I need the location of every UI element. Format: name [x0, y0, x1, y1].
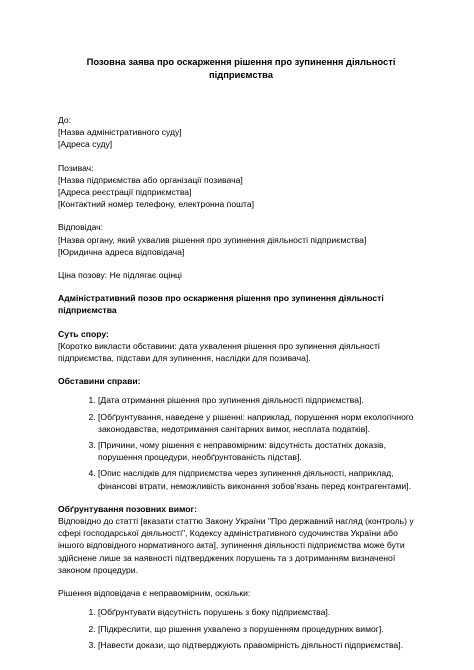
plaintiff-address: [Адреса реєстрації підприємства] — [58, 187, 192, 198]
plaintiff-block — [58, 162, 424, 211]
list-item: 1. [Дата отримання рішення про зупинення діяльності підприємства]. — [98, 394, 424, 406]
defendant-block — [58, 221, 424, 258]
addressee-label: До: — [58, 115, 72, 125]
defendant-name: [Назва органу, який ухвалив рішення про зупинення діяльності підприємства] — [58, 234, 367, 245]
dispute-text: [Коротко викласти обставини: дата ухвалення рішення про зупинення діяльності підприємства, підстави для зупинення, наслідки для позивача]. — [58, 340, 380, 364]
grounds-heading: Обґрунтування позовних вимог: — [58, 503, 197, 514]
plaintiff-label: Позивач: — [58, 162, 94, 173]
unlawful-intro: Рішення відповідача є неправомірним, оскільки: — [58, 588, 251, 599]
dispute-section — [58, 328, 424, 365]
grounds-section — [58, 503, 424, 576]
claim-title: Адміністративний позов про оскарження рішення про зупинення діяльності підприємства — [58, 293, 384, 316]
defendant-label: Відповідач: — [58, 222, 104, 233]
defendant-address: [Юридична адреса відповідача] — [58, 246, 185, 257]
plaintiff-contact: [Контактний номер телефону, електронна пошта] — [58, 199, 255, 210]
dispute-heading: Суть спору: — [58, 328, 109, 339]
list-item: 2. [Обґрунтування, наведене у рішенні: наприклад, порушення норм екологічного законодавства, недотримання санітарних вимог, несплата податків]. — [98, 411, 424, 435]
grounds-text: Відповідно до статті [вказати статтю Закону України "Про державний нагляд (контроль) у сфері господарської діяльності", Кодексу адміністративного судочинства України або іншого відповідного нормативного акта], зупинення діяльності підприємства може бути здійснене лише за наявності підтверджених порушень та з дотриманням визначеної законом процедури. — [58, 516, 414, 575]
plaintiff-name: [Назва підприємства або організації позивача] — [58, 174, 243, 185]
list-item: 3. [Причини, чому рішення є неправомірним: відсутність достатніх доказів, порушення процедури, необґрунтованість підстав]. — [98, 439, 424, 463]
court-name: [Назва адміністративного суду] — [58, 127, 182, 138]
list-item: 1. [Обґрунтувати відсутність порушень з боку підприємства]. — [98, 606, 424, 618]
circumstances-heading: Обставини справи: — [58, 376, 141, 387]
list-item: 4. [Опис наслідків для підприємства через зупинення діяльності, наприклад, фінансові втрати, неможливість виконання зобов'язань перед контрагентами]. — [98, 467, 424, 491]
addressee-block — [58, 114, 424, 151]
list-item: 2. [Підкреслити, що рішення ухвалено з порушенням процедурних вимог]. — [98, 623, 424, 635]
court-address: [Адреса суду] — [58, 139, 113, 150]
circumstances-list — [58, 394, 424, 491]
list-item: 3. [Навести докази, що підтверджують правомірність діяльності підприємства]. — [98, 639, 424, 651]
document-title: Позовна заява про оскарження рішення про зупинення діяльності підприємства — [86, 56, 396, 80]
claim-price: Ціна позову: Не підлягає оцінці — [58, 270, 182, 281]
unlawful-list — [58, 606, 424, 651]
